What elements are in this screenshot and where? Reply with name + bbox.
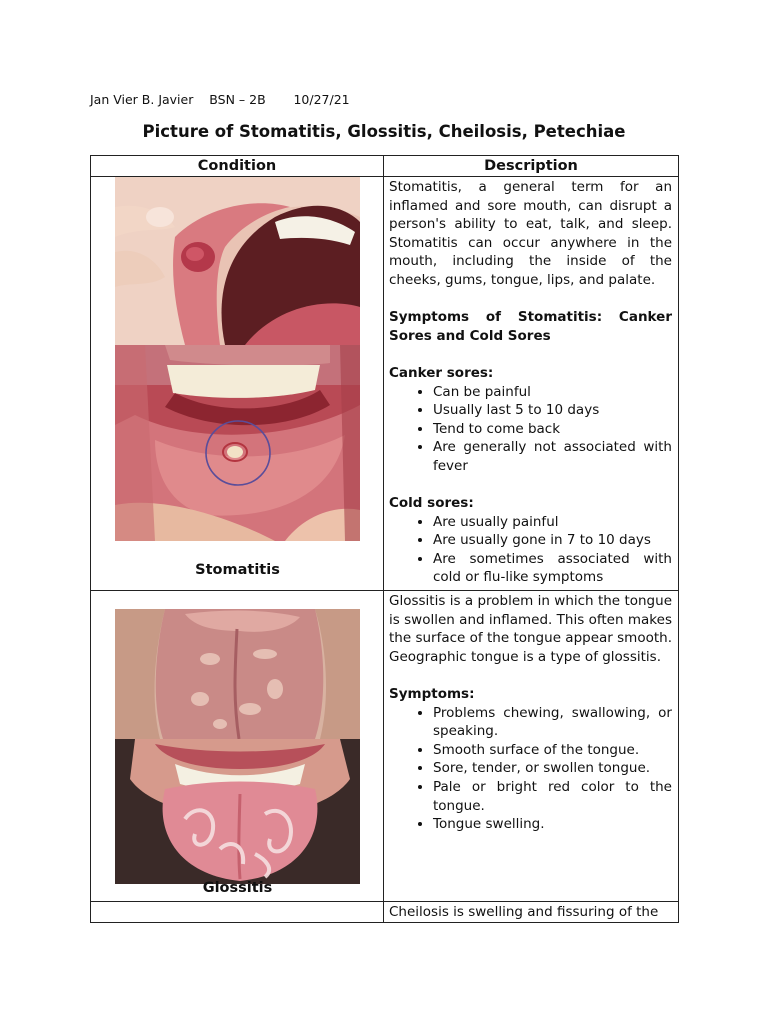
document-header [90,92,350,107]
list-item: • Can be painful [433,383,672,402]
list-item: • Tend to come back [433,420,672,439]
stomatitis-symptoms-heading: Symptoms of Stomatitis: Canker Sores and Cold Sores [389,309,672,344]
stomatitis-description-cell [384,177,679,591]
glossitis-condition-cell [91,591,384,902]
document-title: Picture of Stomatitis, Glossitis, Cheilosis, Petechiae [142,122,626,141]
glossitis-photo-tongue-smooth [115,609,360,739]
table-row [91,177,679,591]
list-item: • Usually last 5 to 10 days [433,401,672,420]
author-name: Jan Vier B. Javier [90,92,194,107]
date-label: 10/27/21 [293,92,350,107]
stomatitis-photo-canker-sore [115,345,360,541]
glossitis-photo-geographic-tongue [115,739,360,884]
glossitis-symptoms-heading: Symptoms: [389,685,475,702]
glossitis-caption: Glossitis [202,880,273,896]
stomatitis-photo-lip-sore [115,177,360,345]
canker-sores-heading: Canker sores: [389,364,494,381]
table-header-row [91,156,679,177]
list-item: • Are usually gone in 7 to 10 days [433,531,672,550]
section-label: BSN – 2B [209,92,266,107]
list-item: • Are usually painful [433,513,672,532]
glossitis-intro: Glossitis is a problem in which the tongue is swollen and inflamed. This often makes the surface of the tongue appear smooth. Geographic tongue is a type of glossitis. [389,593,672,665]
table-row [91,902,679,923]
list-item: • Are generally not associated with fever [433,438,672,475]
cheilosis-intro: Cheilosis is swelling and fissuring of the [389,904,659,920]
cheilosis-condition-cell [91,902,384,923]
glossitis-description-cell [384,591,679,902]
cold-sores-heading: Cold sores: [389,495,474,512]
list-item: • Are sometimes associated with cold or flu-like symptoms [433,550,672,587]
canker-sores-list [389,383,672,476]
glossitis-symptoms-list [389,704,672,834]
list-item: • Pale or bright red color to the tongue. [433,778,672,815]
stomatitis-intro: Stomatitis, a general term for an inflamed and sore mouth, can disrupt a person's ability to eat, talk, and sleep. Stomatitis can occur anywhere in the mouth, including the inside of the cheeks, gums, tongue, lips, and palate. [389,179,672,288]
description-column-header: Description [384,156,679,177]
list-item: • Sore, tender, or swollen tongue. [433,759,672,778]
condition-column-header: Condition [91,156,384,177]
conditions-table [90,155,679,923]
cheilosis-description-cell [384,902,679,923]
stomatitis-condition-cell [91,177,384,591]
table-row [91,591,679,902]
list-item: • Problems chewing, swallowing, or speaking. [433,704,672,741]
list-item: • Smooth surface of the tongue. [433,741,672,760]
list-item: • Tongue swelling. [433,815,672,834]
stomatitis-caption: Stomatitis [195,562,280,578]
cold-sores-list [389,513,672,587]
